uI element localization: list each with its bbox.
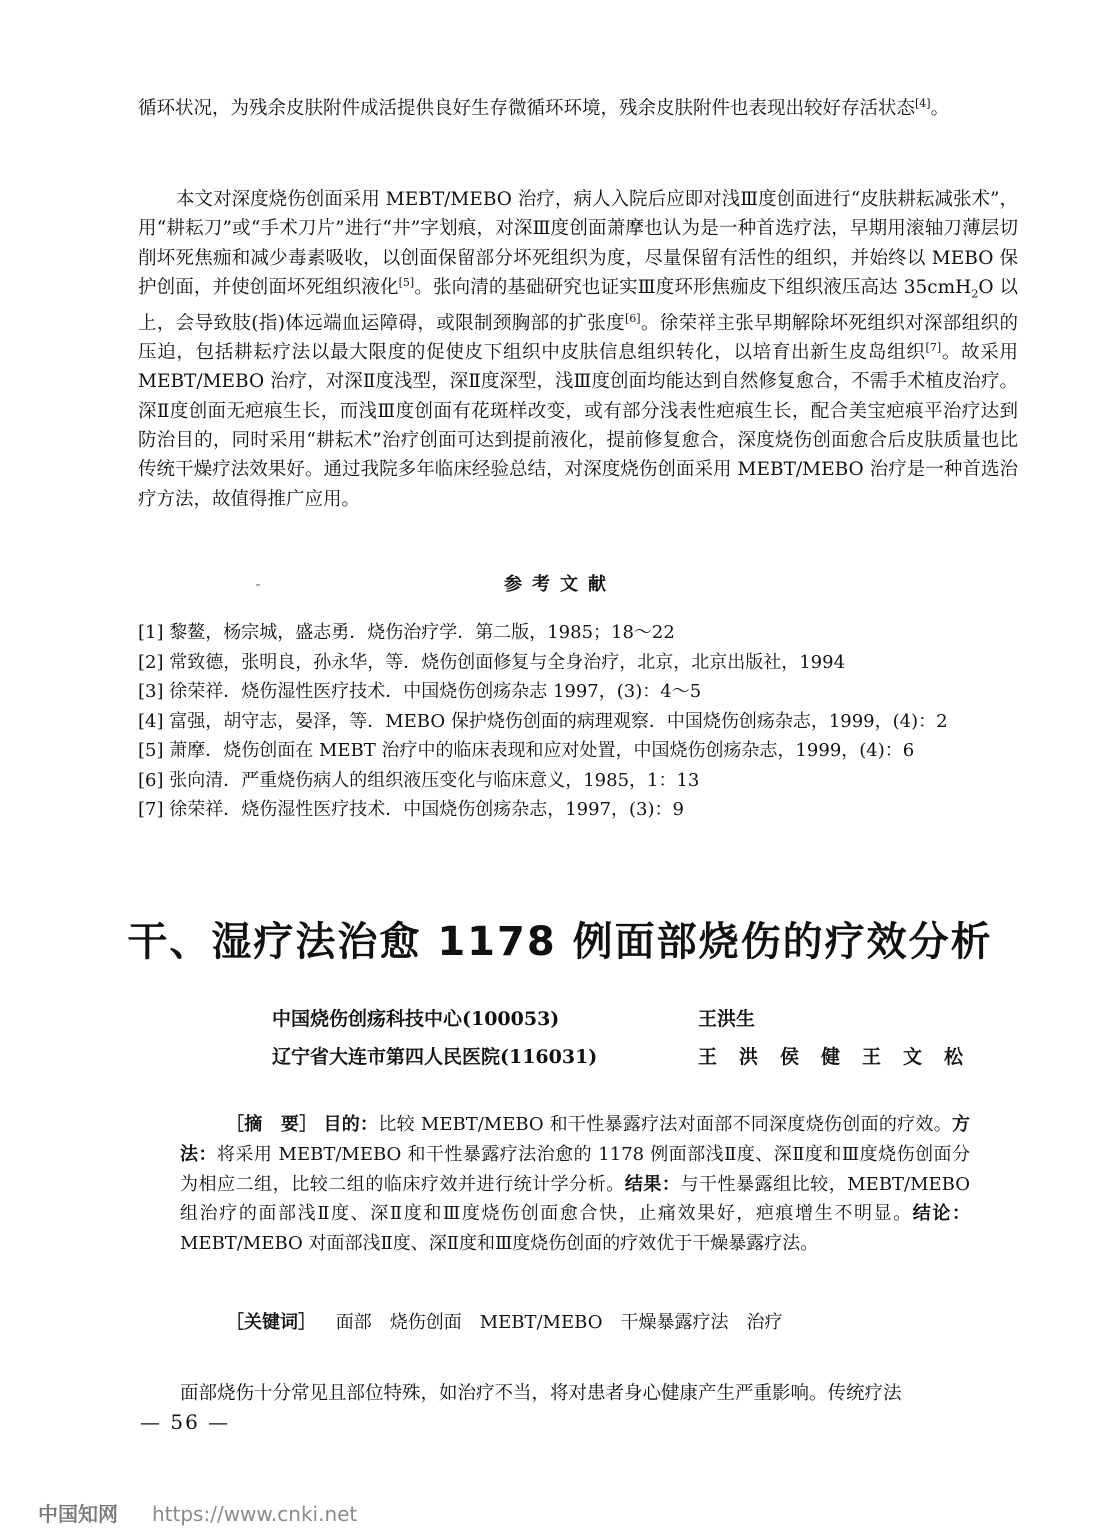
reference-item: [4] 富强，胡守志，晏泽，等．MEBO 保护烧伤创面的病理观察．中国烧伤创疡杂志，1999，(4)：2 xyxy=(138,710,948,732)
affiliation-line xyxy=(272,1004,756,1031)
abstract-conclusion-label: 结论： xyxy=(912,1203,971,1225)
paragraph-text: 。徐荣祥主张早期解除坏死组织对深部组织的压迫，包括耕耘疗法以最大限度的促使皮下组织中皮肤信息组织转化，以培育出新生皮岛组织 xyxy=(138,312,1018,364)
reference-item: [2] 常致德，张明良，孙永华，等．烧伤创面修复与全身治疗，北京，北京出版社，1994 xyxy=(138,651,846,673)
paragraph-text: O 以上，会导致肢(指)体远端血运障碍，或限制颈胸部的扩张度 xyxy=(138,276,1018,334)
citation-ref: [7] xyxy=(925,341,942,355)
keywords: 面部 烧伤创面 MEBT/MEBO 干燥暴露疗法 治疗 xyxy=(335,1312,783,1333)
abstract-result-label: 结果： xyxy=(624,1173,681,1195)
reference-item: [6] 张向清．严重烧伤病人的组织液压变化与临床意义，1985，1：13 xyxy=(138,769,700,791)
references-heading: 参考文献 xyxy=(504,574,616,595)
keywords-line xyxy=(226,1308,783,1334)
article-body-start: 面部烧伤十分常见且部位特殊，如治疗不当，将对患者身心健康产生严重影响。传统疗法 xyxy=(180,1383,902,1404)
paragraph-text: 。 xyxy=(930,98,950,119)
cnki-logo: 中国知网 xyxy=(38,1502,118,1526)
abstract-result: 与干性暴露组比较，MEBT/MEBO 组治疗的面部浅Ⅱ度、深Ⅱ度和Ⅲ度烧伤创面愈合快，止痛效果好，疤痕增生不明显。 xyxy=(180,1173,971,1225)
reference-list xyxy=(138,618,1038,825)
affiliation-org: 中国烧伤创疡科技中心(100053) xyxy=(272,1008,560,1030)
reference-item: [3] 徐荣祥．烧伤湿性医疗技术．中国烧伤创疡杂志 1997，(3)：4～5 xyxy=(138,681,702,702)
abstract-goal-label: 目的： xyxy=(323,1114,379,1135)
citation-ref: [6] xyxy=(624,311,641,325)
cnki-watermark[interactable] xyxy=(38,1498,357,1527)
paragraph-text: 。故采用 MEBT/MEBO 治疗，对深Ⅱ度浅型，深Ⅱ度深型，浅Ⅲ度创面均能达到自然修复愈合，不需手术植皮治疗。深Ⅱ度创面无疤痕生长，而浅Ⅲ度创面有花斑样改变，或有部分浅表性疤痕生长，配合美宝疤痕平治疗达到防治目的，同时采用“耕耘术”治疗创面可达到提前液化，提前修复愈合，深度烧伤创面愈合后皮肤质量也比传统干燥疗法效果好。通过我院多年临床经验总结，对深度烧伤创面采用 MEBT/MEBO 治疗是一种首选治疗方法，故值得推广应用。 xyxy=(138,342,1018,510)
abstract-label: ［摘 要］ xyxy=(226,1114,318,1135)
page-number: — 56 — xyxy=(140,1410,231,1434)
abstract xyxy=(180,1110,970,1259)
citation-ref: [5] xyxy=(398,275,415,289)
affiliation-line xyxy=(272,1042,986,1069)
paragraph-text: 本文对深度烧伤创面采用 MEBT/MEBO 治疗，病人入院后应即对浅Ⅲ度创面进行“皮肤耕耘减张术”，用“耕耘刀”或“手术刀片”进行“井”字划痕，对深Ⅲ度创面萧摩也认为是一种首选疗法，早期用滚轴刀薄层切削坏死焦痂和减少毒素吸收，以创面保留部分坏死组织为度，尽量保留有活性的组织，并始终以 MEBO 保护创面，并使创面坏死组织液化 xyxy=(138,189,1018,298)
affiliation-authors: 王洪侯健王文松 xyxy=(698,1046,986,1068)
body-paragraph-1 xyxy=(138,94,1018,123)
abstract-method: 将采用 MEBT/MEBO 和干性暴露疗法治愈的 1178 例面部浅Ⅱ度、深Ⅱ度和Ⅲ度烧伤创面分为相应二组，比较二组的临床疗效并进行统计学分析。 xyxy=(180,1143,971,1195)
citation-ref: [4] xyxy=(915,96,931,110)
paragraph-text: 。张向清的基础研究也证实Ⅲ度环形焦痂皮下组织液压高达 35cmH xyxy=(414,276,972,298)
article-title: 干、湿疗法治愈 1178 例面部烧伤的疗效分析 xyxy=(127,919,993,965)
reference-item: [1] 黎鳌，杨宗城，盛志勇．烧伤治疗学．第二版，1985；18～22 xyxy=(138,622,675,643)
keywords-label: ［关键词］ xyxy=(226,1312,316,1333)
affiliation-org: 辽宁省大连市第四人民医院(116031) xyxy=(272,1046,598,1068)
paragraph-text: 循环状况，为残余皮肤附件成活提供良好生存微循环环境，残余皮肤附件也表现出较好存活状态 xyxy=(138,98,916,119)
reference-item: [5] 萧摩．烧伤创面在 MEBT 治疗中的临床表现和应对处置，中国烧伤创疡杂志，1999，(4)：6 xyxy=(138,740,915,761)
scan-mark: ˶ xyxy=(256,576,260,590)
affiliation-authors: 王洪生 xyxy=(698,1008,756,1030)
body-paragraph-2 xyxy=(138,185,1018,514)
reference-item: [7] 徐荣祥．烧伤湿性医疗技术．中国烧伤创疡杂志，1997，(3)：9 xyxy=(138,799,684,820)
abstract-goal: 比较 MEBT/MEBO 和干性暴露疗法对面部不同深度烧伤创面的疗效。 xyxy=(378,1114,953,1135)
abstract-method-label: 方法： xyxy=(180,1114,971,1165)
cnki-url[interactable]: https://www.cnki.net xyxy=(152,1502,358,1526)
abstract-conclusion: MEBT/MEBO 对面部浅Ⅱ度、深Ⅱ度和Ⅲ度烧伤创面的疗效优于干燥暴露疗法。 xyxy=(180,1233,819,1255)
subscript: 2 xyxy=(971,287,979,301)
